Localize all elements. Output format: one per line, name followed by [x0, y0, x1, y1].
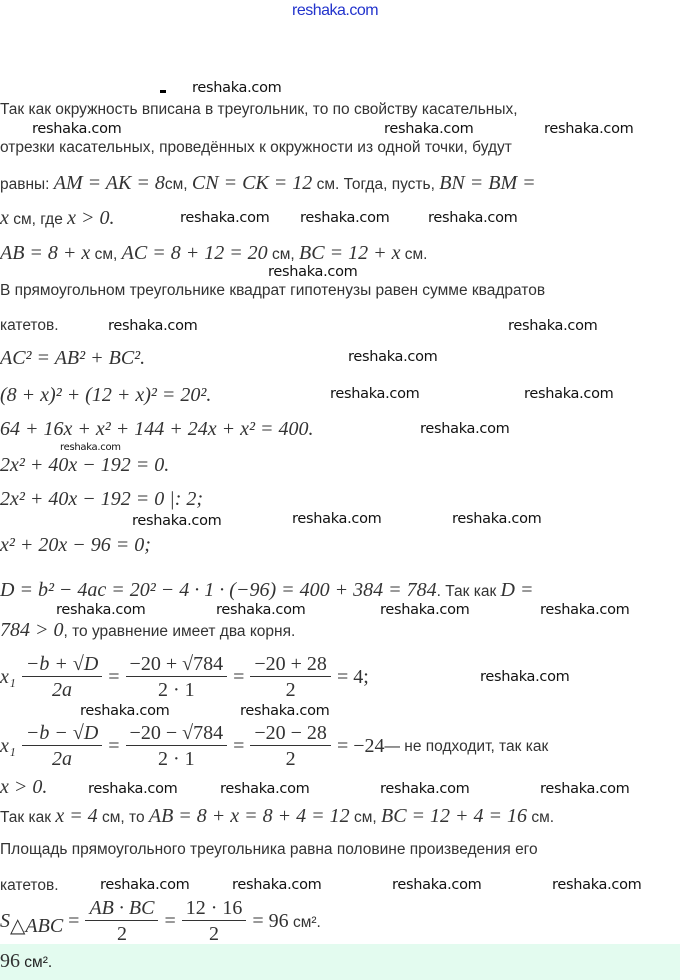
equation: x > 0. — [0, 776, 48, 798]
text-line: отрезки касательных, проведённых к окружности из одной точки, будут — [0, 139, 512, 156]
numerator: −20 + 28 — [250, 652, 331, 677]
watermark: reshaka.com — [268, 264, 358, 280]
watermark: reshaka.com — [392, 877, 482, 893]
denominator: 2 · 1 — [157, 679, 195, 701]
watermark: reshaka.com — [428, 210, 518, 226]
answer-unit: см². — [20, 954, 53, 971]
text: см. — [400, 246, 428, 263]
watermark: reshaka.com — [180, 210, 270, 226]
math: BN = BM = — [439, 172, 536, 194]
watermark: reshaka.com — [240, 703, 330, 719]
text-line — [0, 805, 554, 829]
equation: x² + 20x − 96 = 0; — [0, 534, 151, 556]
fraction — [22, 721, 102, 772]
text: см. Тогда, пусть, — [312, 176, 440, 193]
fraction — [182, 896, 247, 944]
answer-box — [0, 944, 680, 980]
note: — не подходит, так как — [384, 737, 549, 755]
text: , то уравнение имеет два корня. — [63, 623, 296, 640]
math: AB = 8 + x = 8 + 4 = 12 — [148, 805, 350, 827]
watermark: reshaka.com — [100, 877, 190, 893]
text-line — [0, 242, 427, 266]
text: Так как — [0, 809, 56, 826]
watermark: reshaka.com — [60, 442, 121, 453]
watermark: reshaka.com — [452, 511, 542, 527]
watermark: reshaka.com — [330, 386, 420, 402]
math: BC = 12 + 4 = 16 — [381, 805, 528, 827]
result: = 96 — [252, 910, 289, 932]
subscript: △ABC — [10, 915, 64, 937]
text-line — [0, 579, 534, 603]
watermark: reshaka.com — [508, 318, 598, 334]
text-line: Так как окружность вписана в треугольник, то по свойству касательных, — [0, 101, 518, 118]
text: см. — [527, 809, 555, 826]
header-watermark[interactable]: reshaka.com — [292, 2, 379, 19]
math: D = — [500, 579, 534, 601]
watermark: reshaka.com — [384, 121, 474, 137]
text-line — [0, 172, 536, 196]
watermark: reshaka.com — [56, 602, 146, 618]
watermark: reshaka.com — [292, 511, 382, 527]
denominator: 2a — [52, 679, 73, 701]
denominator: 2 — [209, 923, 220, 944]
root-x1: x₁ $\frac{-b + √D}{2a}$ = $\frac{-20 + √784}{2 \cdot 1}$ = $\frac{-20 + 28}{2}$ = 4; — [0, 653, 369, 701]
equation: (8 + x)² + (12 + x)² = 20². — [0, 384, 212, 406]
watermark: reshaka.com — [544, 121, 634, 137]
numerator: 12 · 16 — [182, 896, 247, 921]
math: x = 4 — [55, 805, 98, 827]
root-x2: x₁ $\frac{-b - √D}{2a}$ = $\frac{-20 - √784}{2 \cdot 1}$ = $\frac{-20 - 28}{2}$ = −24 — не подходит, так как — [0, 722, 549, 770]
text: см, где — [8, 211, 68, 228]
math: x₁ — [0, 666, 16, 688]
watermark: reshaka.com — [380, 781, 470, 797]
equation: AC² = AB² + BC². — [0, 347, 146, 369]
math: x > 0. — [67, 207, 115, 229]
watermark: reshaka.com — [32, 121, 122, 137]
math: BC = 12 + x — [299, 242, 401, 264]
unit: см². — [288, 914, 321, 931]
watermark: reshaka.com — [524, 386, 614, 402]
denominator: 2a — [52, 748, 73, 770]
text-line: Площадь прямоугольного треугольника равна половине произведения его — [0, 841, 538, 858]
text: см, то — [97, 809, 149, 826]
text: см, — [267, 246, 300, 263]
text-line — [0, 619, 295, 643]
fraction — [250, 652, 331, 703]
watermark: reshaka.com — [380, 602, 470, 618]
numerator: −20 − 28 — [250, 721, 331, 746]
equation: 2x² + 40x − 192 = 0 |: 2; — [0, 488, 204, 510]
text: равны: — [0, 176, 54, 193]
text: см, — [164, 176, 192, 193]
math: x — [0, 207, 9, 229]
watermark: reshaka.com — [540, 602, 630, 618]
watermark: reshaka.com — [552, 877, 642, 893]
math: S — [0, 910, 10, 932]
watermark: reshaka.com — [420, 421, 510, 437]
text: см, — [349, 809, 381, 826]
watermark: reshaka.com — [348, 349, 438, 365]
watermark: reshaka.com — [192, 80, 282, 96]
result: = 4; — [336, 666, 369, 688]
watermark: reshaka.com — [480, 669, 570, 685]
watermark: reshaka.com — [220, 781, 310, 797]
text-line: В прямоугольном треугольнике квадрат гипотенузы равен сумме квадратов — [0, 282, 546, 299]
numerator: AB · BC — [85, 896, 158, 921]
math: AC = 8 + 12 = 20 — [121, 242, 268, 264]
result: = −24 — [336, 735, 385, 757]
equation: 64 + 16x + x² + 144 + 24x + x² = 400. — [0, 418, 314, 440]
denominator: 2 — [285, 679, 296, 701]
numerator: −20 + √784 — [126, 652, 228, 677]
denominator: 2 — [116, 923, 127, 944]
fraction — [85, 896, 158, 944]
watermark: reshaka.com — [108, 318, 198, 334]
math: AM = AK = 8 — [53, 172, 165, 194]
watermark: reshaka.com — [300, 210, 390, 226]
math: AB = 8 + x — [0, 242, 91, 264]
numerator: −b − √D — [22, 721, 102, 746]
numerator: −20 − √784 — [126, 721, 228, 746]
watermark: reshaka.com — [540, 781, 630, 797]
text-line: катетов. — [0, 317, 59, 334]
watermark: reshaka.com — [216, 602, 306, 618]
text: . Так как — [436, 583, 501, 600]
math: x₁ — [0, 735, 16, 757]
math: CN = CK = 12 — [191, 172, 313, 194]
numerator: −b + √D — [22, 652, 102, 677]
dash-mark — [160, 90, 166, 93]
answer — [0, 950, 52, 973]
math: D = b² − 4ac = 20² − 4 · 1 · (−96) = 400 + 384 = 784 — [0, 579, 437, 601]
denominator: 2 · 1 — [157, 748, 195, 770]
watermark: reshaka.com — [232, 877, 322, 893]
equation: 2x² + 40x − 192 = 0. — [0, 454, 170, 476]
fraction — [250, 721, 331, 772]
fraction — [22, 652, 102, 703]
denominator: 2 — [285, 748, 296, 770]
answer-value: 96 — [0, 950, 20, 972]
text: см, — [90, 246, 122, 263]
text-line — [0, 207, 115, 231]
area-formula: $S_{\triangle ABC}$ = $\frac{AB \cdot BC}{2}$ = $\frac{12 \cdot 16}{2}$ = 96 см². — [0, 896, 321, 944]
fraction — [126, 721, 228, 772]
watermark: reshaka.com — [80, 703, 170, 719]
fraction — [126, 652, 228, 703]
watermark: reshaka.com — [88, 781, 178, 797]
math: 784 > 0 — [0, 619, 64, 641]
watermark: reshaka.com — [132, 513, 222, 529]
text-line: катетов. — [0, 877, 59, 894]
